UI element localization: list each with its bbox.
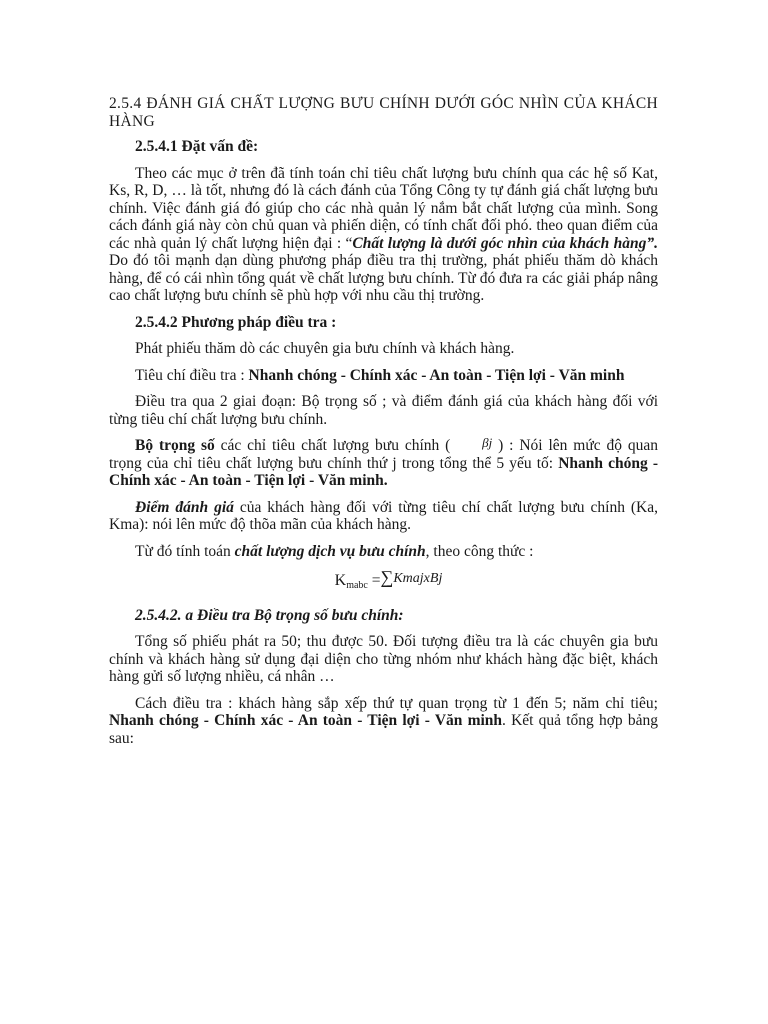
criteria-list: Nhanh chóng - Chính xác - An toàn - Tiện lợi - Văn minh [248,366,625,384]
paragraph-stages: Điều tra qua 2 giai đoạn: Bộ trọng số ; và điểm đánh giá của khách hàng đối với từng tiêu chí chất lượng bưu chính. [109,393,658,428]
formula [109,569,658,595]
subsection-heading-method: 2.5.4.2 Phương pháp điều tra : [135,313,337,331]
ranking-criteria-list: Nhanh chóng - Chính xác - An toàn - Tiện lợi - Văn minh [109,712,503,729]
weight-criteria-list: Nhanh chóng - Chính xác - An toàn - Tiện lợi - Văn minh. [109,454,658,489]
formula-k: K [334,572,347,589]
weight-term: Bộ trọng số [135,437,215,454]
calc-term: chất lượng dịch vụ bưu chính [234,542,426,560]
formula-subscript: mabc [346,580,368,591]
criteria-label: Tiêu chí điều tra : [135,366,249,384]
quote-emphasis: Chất lượng là dưới góc nhìn của khách hàng”. [352,234,659,252]
score-text: của khách hàng đối với từng tiêu chí chất lượng bưu chính (Ka, Kma): nói lên mức độ thõa mãn của khách hàng. [109,498,659,533]
formula-equals: = [367,572,381,589]
weight-text-2: ) : Nói lên mức độ quan trọng của chỉ tiêu chất lượng bưu chính thứ j trong tổng thể 5 yếu tố: [109,437,658,472]
subsection-heading-problem: 2.5.4.1 Đặt vấn đề: [135,138,259,155]
ranking-rest: . Kết quả tổng hợp bảng sau: [109,712,658,747]
paragraph-problem-rest: Do đó tôi mạnh dạn dùng phương pháp điều tra thị trường, phát phiếu thăm dò khách hàng, để có cái nhìn tổng quát về chất lượng bưu chính. Từ đó đưa ra các giải pháp nâng cao chất lượng bưu chính sẽ phù hợp với nhu cầu thị trường. [109,252,658,304]
paragraph-problem-text: Theo các mục ở trên đã tính toán chỉ tiêu chất lượng bưu chính qua các hệ số Kat, Ks, R, D, … là tốt, nhưng đó là cách đánh của Tổng Công ty tự đánh giá chất lượng bưu chính. Việc đánh giá đó giúp cho các nhà quản lý nắm bắt chất lượng của mình. Song cách đánh giá này còn chủ quan và phiến diện, có tính chất đối phó. theo quan điểm của các nhà quản lý chất lượng hiện đại : “ [109,164,658,252]
paragraph-problem [109,165,658,305]
paragraph-ranking-method [109,695,658,748]
calc-rest: , theo công thức : [425,542,534,560]
ranking-text: Cách điều tra : khách hàng sắp xếp thứ tự quan trọng từ 1 đến 5; năm chỉ tiêu; [135,694,658,712]
paragraph-ballots: Tổng số phiếu phát ra 50; thu được 50. Đối tượng điều tra là các chuyên gia bưu chính và khách hàng sử dụng đại diện cho từng nhóm như khách hàng đặc biệt, khách hàng gửi số lượng nhiều, cá nhân … [109,633,658,685]
paragraph-survey: Phát phiếu thăm dò các chuyên gia bưu chính và khách hàng. [135,340,515,357]
calc-text: Từ đó tính toán [135,542,235,560]
document-content [109,95,658,756]
beta-symbol: βj [482,435,493,450]
formula-expression: KmajxBj [393,571,443,586]
paragraph-criteria [109,367,658,385]
subsection-heading-weights-survey: 2.5.4.2. a Điều tra Bộ trọng số bưu chính: [135,606,404,624]
paragraph-score [109,499,658,534]
paragraph-weights [109,437,658,490]
weight-text-1: các chỉ tiêu chất lượng bưu chính ( [214,437,457,454]
summation-symbol: ∑ [380,567,394,587]
section-heading: 2.5.4 ĐÁNH GIÁ CHẤT LƯỢNG BƯU CHÍNH DƯỚI GÓC NHÌN CỦA KHÁCH HÀNG [109,95,658,130]
score-term: Điểm đánh giá [135,498,234,516]
paragraph-calculation [109,543,658,561]
